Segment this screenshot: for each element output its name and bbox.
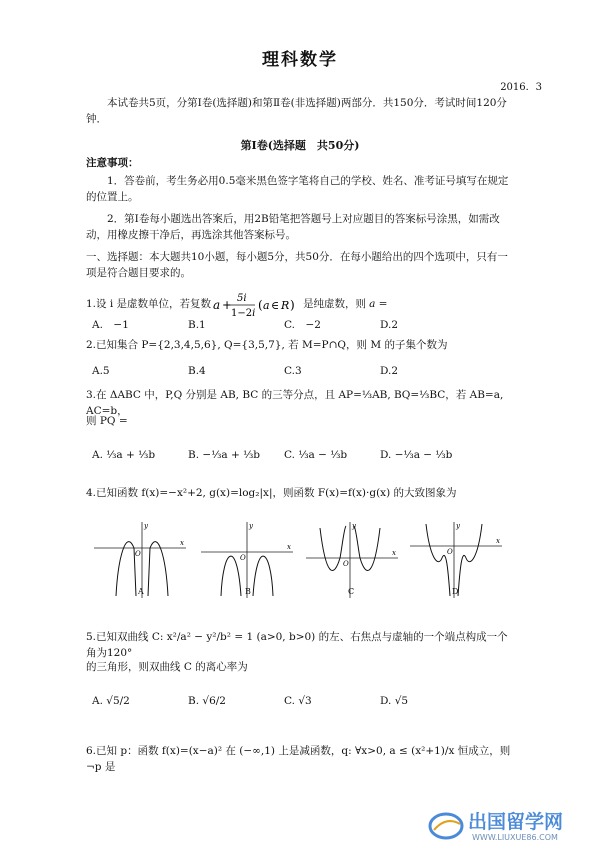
question-2: 2.已知集合 P={2,3,4,5,6}, Q={3,5,7}, 若 M=P∩Q，则 M 的子集个数为	[86, 339, 448, 351]
watermark-url: WWW.LIUXUE86.COM	[472, 833, 558, 842]
page-title: 理科数学	[262, 50, 338, 70]
svg-text:a: a	[263, 299, 270, 312]
q2-option-b: B.4	[188, 365, 206, 377]
svg-text:(: (	[258, 298, 263, 312]
q4-label-d: D	[452, 587, 459, 596]
question-5: 5.已知双曲线 C: x²/a² − y²/b² = 1 (a>0, b>0) 的左、右焦点与虚轴的一个端点构成一个角为120°	[86, 631, 508, 659]
q1-post: 是纯虚数，则	[303, 298, 367, 311]
exam-date: 2016．3	[500, 82, 542, 93]
q5-option-d: D. √5	[380, 695, 409, 707]
q4-graph-labels	[92, 586, 512, 600]
watermark-logo	[426, 806, 596, 846]
q5-option-b: B. √6/2	[188, 695, 226, 707]
svg-text:1−2i: 1−2i	[231, 308, 256, 319]
svg-text:5i: 5i	[237, 293, 247, 304]
q2-option-c: C.3	[284, 365, 302, 377]
question-6: 6.已知 p：函数 f(x)=(x−a)² 在 (−∞,1) 上是减函数，q: ∀x>0, a ≤ (x²+1)/x 恒成立，则 ¬p 是	[86, 745, 511, 773]
part1-intro: 一、选择题：本大题共10小题，每小题5分，共50分．在每小题给出的四个选项中，只有一项是符合题目要求的。	[86, 251, 508, 279]
question-4: 4.已知函数 f(x)=−x²+2, g(x)=log₂|x|，则函数 F(x)=f(x)·g(x) 的大致图象为	[86, 487, 457, 499]
q1-option-d: D.2	[380, 319, 399, 331]
q4-c-axis-y: y	[352, 522, 356, 530]
question-1: 1.设 i 是虚数单位，若复数 a + 5i 1−2i ( a ∈ R ) 是纯虚数，则 a =	[86, 290, 516, 320]
note-2: 2．第Ⅰ卷每小题选出答案后，用2B铅笔把答题号上对应题目的答案标号涂黑，如需改动，用橡皮擦干净后，再选涂其他答案标号。	[86, 213, 500, 241]
svg-text:+: +	[222, 298, 233, 312]
q4-a-axis-y: y	[144, 522, 148, 530]
question-5-cont: 的三角形，则双曲线 C 的离心率为	[86, 661, 248, 673]
section-heading: 第Ⅰ卷(选择题 共50分)	[240, 139, 360, 152]
q4-b-origin: O	[240, 554, 246, 562]
q4-d-axis-y: y	[456, 522, 460, 530]
q3-option-b: B. −⅓a + ⅓b	[188, 449, 260, 461]
notes-title: 注意事项：	[86, 157, 139, 169]
q4-b-axis-x: x	[287, 543, 291, 551]
q2-options	[92, 364, 522, 380]
svg-text:∈: ∈	[271, 299, 280, 312]
q1-option-a: A. −1	[92, 319, 129, 331]
q1-formula	[211, 290, 303, 320]
svg-text:R: R	[281, 299, 290, 312]
intro-paragraph: 本试卷共5页，分第Ⅰ卷(选择题)和第Ⅱ卷(非选择题)两部分．共150分．考试时间120分钟．	[86, 97, 507, 125]
svg-text:): )	[290, 298, 295, 312]
q4-c-axis-x: x	[392, 549, 396, 557]
svg-text:a: a	[213, 298, 221, 312]
q5-option-a: A. √5/2	[92, 695, 130, 707]
watermark-cn: 出国留学网	[468, 811, 564, 833]
question-3: 3.在 ΔABC 中，P,Q 分别是 AB, BC 的三等分点，且 AP=⅓AB, BQ=⅓BC，若 AB=a, AC=b，	[86, 389, 504, 417]
q3-option-c: C. ⅓a − ⅓b	[284, 449, 348, 461]
q1-option-b: B.1	[188, 319, 206, 331]
q4-label-c: C	[348, 587, 355, 596]
q1-pre: 1.设 i 是虚数单位，若复数	[86, 298, 212, 311]
q4-label-a: A	[138, 587, 144, 596]
q3-options	[92, 448, 522, 464]
question-3-cont: 则 PQ =	[86, 415, 128, 427]
q4-c-origin: O	[343, 560, 349, 568]
q4-label-b: B	[245, 587, 251, 596]
q3-option-d: D. −⅓a − ⅓b	[380, 449, 453, 461]
q3-option-a: A. ⅓a + ⅓b	[92, 449, 156, 461]
q4-b-axis-y: y	[249, 522, 253, 530]
q2-option-a: A.5	[92, 365, 110, 377]
q4-a-axis-x: x	[180, 539, 184, 547]
q4-a-origin: O	[135, 550, 141, 558]
q4-d-origin: O	[447, 548, 453, 556]
q4-d-axis-x: x	[496, 537, 500, 545]
q1-options	[92, 318, 522, 334]
q1-option-c: C. −2	[284, 319, 321, 331]
q5-option-c: C. √3	[284, 695, 312, 707]
q5-options	[92, 694, 522, 710]
note-1: 1．答卷前，考生务必用0.5毫米黑色签字笔将自己的学校、姓名、准考证号填写在规定的位置上。	[86, 175, 509, 203]
watermark-globe-icon	[430, 814, 462, 838]
q2-option-d: D.2	[380, 365, 399, 377]
